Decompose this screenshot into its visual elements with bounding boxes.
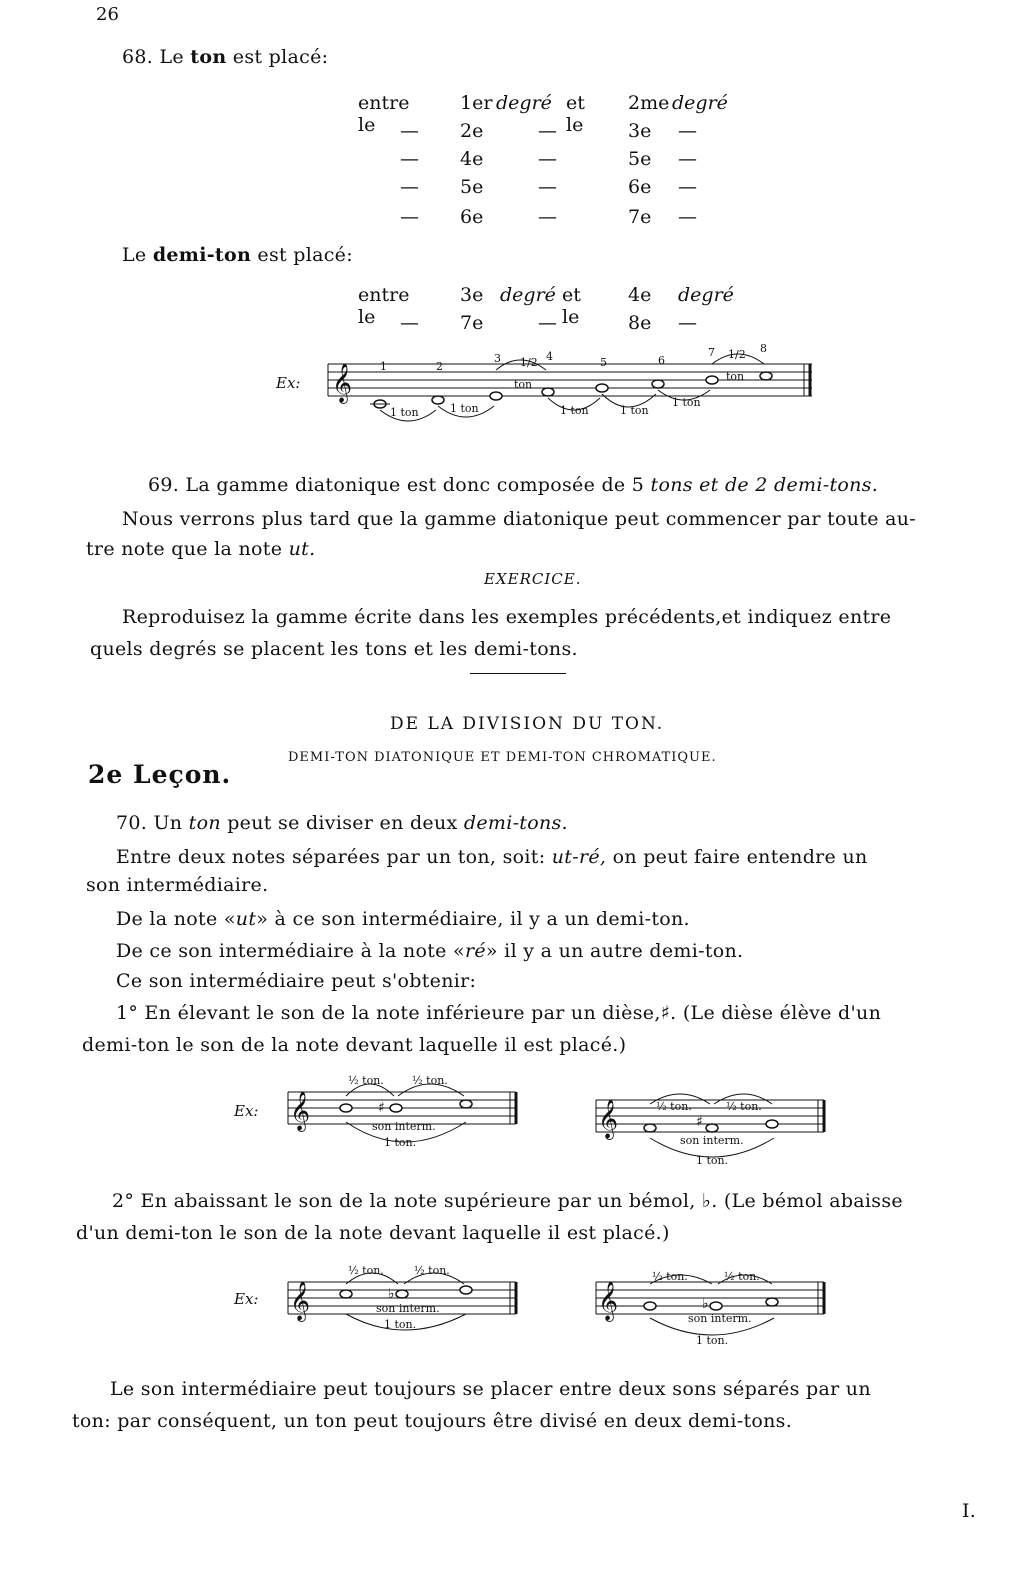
term-demi-ton: demi-ton: [152, 244, 252, 266]
signature-mark: I.: [962, 1500, 977, 1522]
cell: —: [538, 312, 557, 334]
cell: —: [538, 176, 557, 198]
text: ut-ré,: [551, 846, 607, 868]
cell: 4e: [460, 148, 484, 170]
cell: —: [678, 148, 697, 170]
lesson-title: 2e Leçon.: [88, 760, 232, 789]
son-interm-label: son interm.: [372, 1120, 436, 1133]
cell: 1er: [460, 92, 493, 114]
text: on peut faire entendre un: [612, 846, 868, 868]
degree-label: 2: [436, 360, 443, 373]
ton-label: 1 ton: [620, 404, 649, 417]
note: [396, 1290, 408, 1298]
text: Entre deux notes séparées par un ton, soit:: [116, 846, 546, 868]
section-70-line7: 1° En élevant le son de la note inférieure par un dièse,♯. (Le dièse élève d'un: [116, 1002, 882, 1024]
section-69-line1: [148, 474, 878, 496]
half-ton-label: ½ ton.: [348, 1074, 384, 1087]
section-70-line3: son intermédiaire.: [86, 874, 269, 896]
note: [460, 1286, 472, 1294]
note: [644, 1302, 656, 1310]
cell: —: [400, 206, 419, 228]
note: [706, 1124, 718, 1132]
ton-label: 1 ton: [560, 404, 589, 417]
cell: —: [678, 120, 697, 142]
scale-notes: [370, 372, 772, 408]
section-70-line2: [116, 846, 868, 868]
one-ton-label: 1 ton.: [696, 1334, 729, 1347]
treble-clef-icon: 𝄞: [332, 363, 353, 403]
ton-label: ton: [726, 370, 745, 383]
half-ton-label: ½ ton.: [726, 1100, 762, 1113]
section-69-line2: Nous verrons plus tard que la gamme diatonique peut commencer par toute au-: [122, 508, 917, 530]
note: [706, 376, 718, 384]
flat-icon: ♭: [388, 1286, 395, 1302]
scale-staff: [320, 340, 820, 430]
text: De ce son intermédiaire à la note «: [116, 940, 465, 962]
section-number: 68.: [122, 46, 154, 68]
cell: —: [678, 176, 697, 198]
cell: entre le: [358, 284, 410, 328]
note: [432, 396, 444, 404]
treble-clef-icon: 𝄞: [598, 1099, 619, 1139]
sharp-icon: ♯: [378, 1100, 385, 1116]
text: Le: [159, 46, 184, 68]
note: [766, 1298, 778, 1306]
cell: —: [400, 148, 419, 170]
chapter-subheading: DEMI-TON DIATONIQUE ET DEMI-TON CHROMATIQUE.: [288, 750, 717, 765]
section-divider: [470, 673, 566, 674]
note: [766, 1120, 778, 1128]
cell: 2me: [628, 92, 670, 114]
note: [390, 1104, 402, 1112]
text: est placé:: [257, 244, 353, 266]
sharp-example-staff-1: [284, 1066, 524, 1156]
note: [710, 1302, 722, 1310]
cell: —: [538, 148, 557, 170]
cell: —: [538, 206, 557, 228]
note: [760, 372, 772, 380]
half-tone-label: 1/2: [520, 356, 538, 369]
degree-label: 7: [708, 346, 715, 359]
exercice-title: EXERCICE.: [484, 570, 582, 588]
example-label: Ex:: [234, 1102, 259, 1120]
section-70-line1: [116, 812, 568, 834]
cell: 8e: [628, 312, 652, 334]
section-70-line6: Ce son intermédiaire peut s'obtenir:: [116, 970, 477, 992]
text: ut: [235, 908, 257, 930]
cell: 4e: [628, 284, 652, 306]
note: [340, 1104, 352, 1112]
half-ton-label: ½ ton.: [412, 1074, 448, 1087]
text: tons et de 2 demi-tons.: [650, 474, 879, 496]
cell: 3e: [628, 120, 652, 142]
treble-clef-icon: 𝄞: [290, 1281, 311, 1321]
flat-icon: ♭: [702, 1296, 709, 1312]
example-label: Ex:: [234, 1290, 259, 1308]
flat-example-staff-2: [592, 1262, 832, 1352]
cell: —: [400, 176, 419, 198]
section-70-line8: demi-ton le son de la note devant laquelle il est placé.): [82, 1034, 627, 1056]
text: ut.: [288, 538, 316, 560]
treble-clef-icon: 𝄞: [598, 1281, 619, 1321]
half-ton-label: ½ ton.: [414, 1264, 450, 1277]
son-interm-label: son interm.: [688, 1312, 752, 1325]
ton-label: 1 ton: [672, 396, 701, 409]
section-69-line3: [86, 538, 315, 560]
page-number: 26: [96, 4, 119, 25]
text: De la note «: [116, 908, 236, 930]
half-ton-label: ½ ton.: [656, 1100, 692, 1113]
section-70-line10: d'un demi-ton le son de la note devant laquelle il est placé.): [76, 1222, 670, 1244]
note: [596, 384, 608, 392]
section-70-line12: ton: par conséquent, un ton peut toujours être divisé en deux demi-tons.: [72, 1410, 793, 1432]
half-ton-label: ½ ton.: [724, 1270, 760, 1283]
degree-label: 4: [546, 350, 553, 363]
example-label: Ex:: [276, 374, 301, 392]
cell: —: [400, 120, 419, 142]
text: » à ce son intermédiaire, il y a un demi-ton.: [256, 908, 690, 930]
text: ton: [188, 812, 221, 834]
ton-label: 1 ton: [450, 402, 479, 415]
son-interm-label: son interm.: [680, 1134, 744, 1147]
degree-label: 3: [494, 352, 501, 365]
demi-ton-heading: [122, 244, 353, 266]
cell: —: [678, 206, 697, 228]
sharp-icon: ♯: [696, 1114, 703, 1130]
text: Le: [122, 244, 147, 266]
son-interm-label: son interm.: [376, 1302, 440, 1315]
note: [644, 1124, 656, 1132]
note: [460, 1100, 472, 1108]
text: ré: [464, 940, 486, 962]
sharp-example-staff-2: [592, 1080, 832, 1170]
cell: entre le: [358, 92, 410, 136]
cell: degré: [500, 284, 556, 306]
text: 70. Un: [116, 812, 183, 834]
text: 69. La gamme diatonique est donc composée de 5: [148, 474, 645, 496]
text: demi-tons.: [463, 812, 568, 834]
text: tre note que la note: [86, 538, 283, 560]
note: [652, 380, 664, 388]
degree-label: 5: [600, 356, 607, 369]
half-ton-label: ½ ton.: [652, 1270, 688, 1283]
cell: 6e: [460, 206, 484, 228]
one-ton-label: 1 ton.: [384, 1136, 417, 1149]
cell: et le: [566, 92, 585, 136]
degree-label: 8: [760, 342, 767, 355]
cell: et le: [562, 284, 581, 328]
cell: 2e: [460, 120, 484, 142]
half-ton-label: ½ ton.: [348, 1264, 384, 1277]
one-ton-label: 1 ton.: [696, 1154, 729, 1167]
text: peut se diviser en deux: [227, 812, 458, 834]
cell: —: [538, 120, 557, 142]
flat-example-staff-1: [284, 1256, 524, 1346]
degree-label: 1: [380, 360, 387, 373]
cell: 7e: [628, 206, 652, 228]
cell: degré: [678, 284, 734, 306]
cell: 3e: [460, 284, 484, 306]
cell: degré: [672, 92, 728, 114]
degree-label: 6: [658, 354, 665, 367]
exercice-line2: quels degrés se placent les tons et les demi-tons.: [90, 638, 578, 660]
text: est placé:: [232, 46, 329, 68]
section-70-line11: Le son intermédiaire peut toujours se placer entre deux sons séparés par un: [110, 1378, 871, 1400]
ton-label: ton: [514, 378, 533, 391]
treble-clef-icon: 𝄞: [290, 1091, 311, 1131]
note: [340, 1290, 352, 1298]
half-tone-label: 1/2: [728, 348, 746, 361]
cell: —: [400, 312, 419, 334]
cell: 6e: [628, 176, 652, 198]
text: » il y a un autre demi-ton.: [485, 940, 744, 962]
cell: —: [678, 312, 697, 334]
section-70-line5: [116, 940, 743, 962]
cell: 7e: [460, 312, 484, 334]
ton-label: 1 ton: [390, 406, 419, 419]
exercice-line1: Reproduisez la gamme écrite dans les exemples précédents,et indiquez entre: [122, 606, 892, 628]
one-ton-label: 1 ton.: [384, 1318, 417, 1331]
note: [490, 392, 502, 400]
section-70-line9: 2° En abaissant le son de la note supérieure par un bémol, ♭. (Le bémol abaisse: [112, 1190, 903, 1212]
cell: 5e: [628, 148, 652, 170]
note: [542, 388, 554, 396]
cell: degré: [496, 92, 552, 114]
term-ton: ton: [190, 46, 227, 68]
chapter-heading: DE LA DIVISION DU TON.: [390, 714, 665, 734]
section-70-line4: [116, 908, 690, 930]
section-68-heading: [122, 46, 328, 68]
cell: 5e: [460, 176, 484, 198]
